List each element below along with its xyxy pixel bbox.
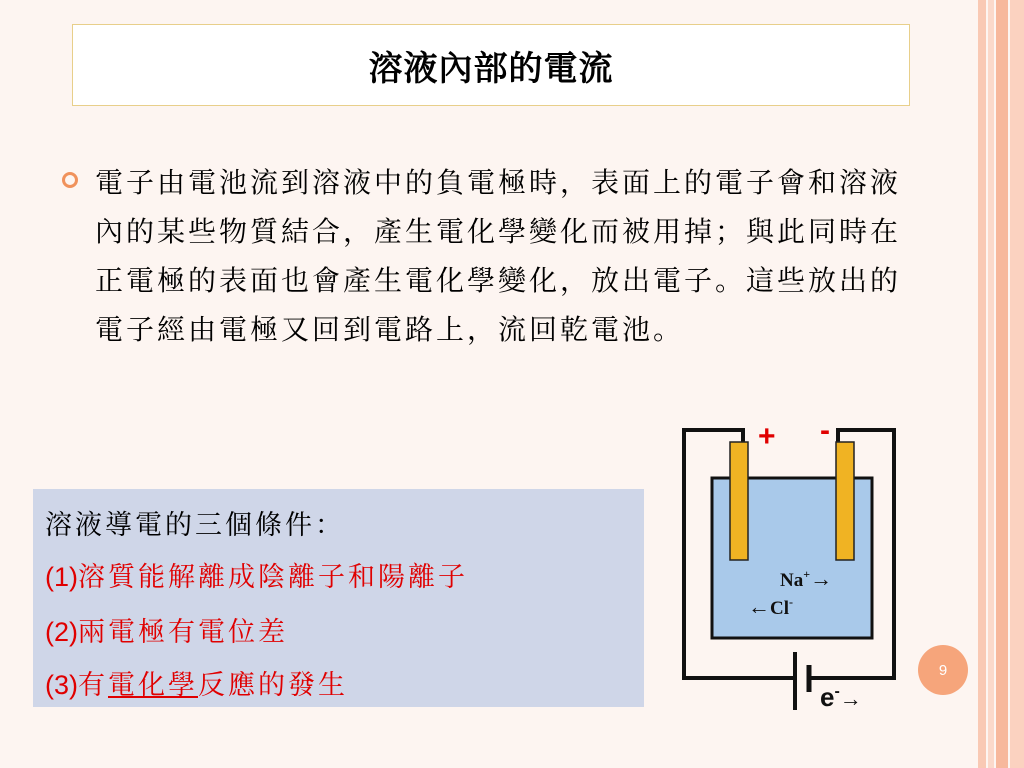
page-number-badge xyxy=(918,645,968,695)
condition-item-3 xyxy=(45,663,348,702)
electron-flow-label: $e^-_\to$ xyxy=(820,682,862,712)
electrolysis-diagram xyxy=(670,420,910,724)
page-number: 9 xyxy=(938,661,948,679)
decor-stripe-4 xyxy=(1010,0,1024,768)
decor-stripe-1 xyxy=(978,0,986,768)
condition-number: (3) xyxy=(45,670,78,700)
condition-text-prefix: 有 xyxy=(78,670,108,701)
decor-stripe-2 xyxy=(988,0,994,768)
negative-electrode xyxy=(836,442,854,560)
body-paragraph: 電子由電池流到溶液中的負電極時，表面上的電子會和溶液內的某些物質結合，產生電化學變化而被用掉；與此同時在正電極的表面也會產生電化學變化，放出電子。這些放出的電子經由電極又回到電路上，流回乾電池。 xyxy=(95,166,902,346)
title-box xyxy=(72,24,910,106)
condition-text: 溶質能解離成陰離子和陽離子 xyxy=(78,562,468,593)
positive-sign: + xyxy=(758,420,776,453)
negative-sign: - xyxy=(820,420,830,447)
sodium-ion-label: Na+→ xyxy=(780,566,833,591)
conditions-heading: 溶液導電的三個條件： xyxy=(45,510,345,541)
positive-electrode xyxy=(730,442,748,560)
condition-item-2 xyxy=(45,610,288,649)
condition-text-underlined: 電化學 xyxy=(108,670,198,701)
chloride-ion-label: ←Cl- xyxy=(748,594,793,619)
conditions-box xyxy=(33,489,644,707)
condition-text-suffix: 反應的發生 xyxy=(198,670,348,701)
condition-number: (1) xyxy=(45,562,78,592)
condition-number: (2) xyxy=(45,617,78,647)
slide-title: 溶液內部的電流 xyxy=(368,48,614,89)
condition-item-1 xyxy=(45,555,468,594)
bullet-icon xyxy=(62,172,78,188)
decor-stripe-3 xyxy=(996,0,1008,768)
condition-text: 兩電極有電位差 xyxy=(78,617,288,648)
